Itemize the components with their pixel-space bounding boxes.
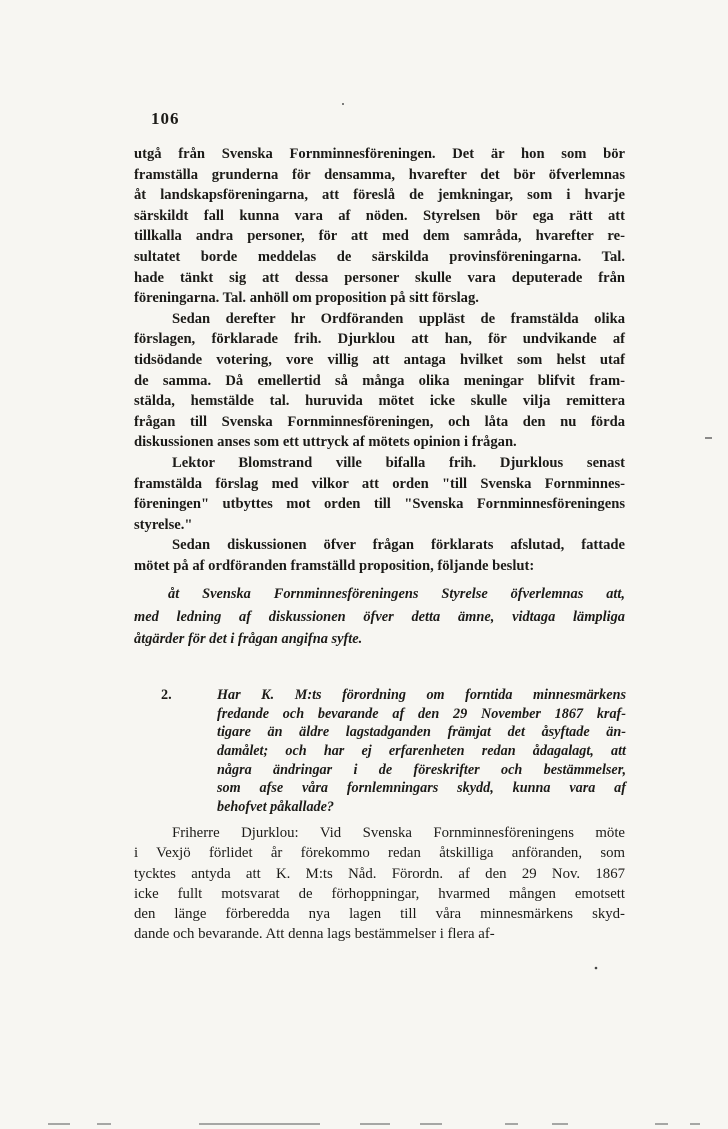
- text-line: tidsödande votering, vore villig att antaga hvilket som helst utaf: [134, 351, 625, 368]
- text-line: åt landskapsföreningarna, att föreslå de jemkningar, som i hvarje: [134, 187, 625, 204]
- text-line: Friherre Djurklou: Vid Svenska Fornminnesföreningens möte: [172, 825, 625, 841]
- paragraph-1: [134, 144, 625, 309]
- speck-mark: [595, 967, 598, 970]
- text-line: fredande och bevarande af den 29 November 1867 kraf-: [217, 705, 626, 722]
- text-line: styrelse.": [134, 516, 193, 533]
- body-text: [134, 144, 625, 576]
- text-line: åt Svenska Fornminnesföreningens Styrelse öfverlemnas att,: [168, 586, 625, 602]
- text-line: damålet; och har ej erfarenheten redan ådagalagt, att: [217, 743, 626, 760]
- text-line: framställa grunderna för densamma, hvarefter det bör öfverlemnas: [134, 166, 625, 183]
- text-line: utgå från Svenska Fornminnesföreningen. Det är hon som bör: [134, 146, 625, 162]
- paragraph-3: [134, 453, 625, 535]
- text-line: Lektor Blomstrand ville bifalla frih. Djurklous senast: [172, 454, 625, 471]
- text-line: tillkalla andra personer, för att med dem samråda, hvarefter re-: [134, 228, 625, 245]
- text-line: icke fullt motsvarat de förhoppningar, hvarmed mången emotsett: [134, 885, 625, 902]
- text-line: den länge förberedda nya lagen till våra minnesmärkens skyd-: [134, 906, 625, 923]
- text-line: framstälda förslag med vilkor att orden "till Svenska Fornminnes-: [134, 475, 625, 492]
- text-line: några ändringar i de föreskrifter och bestämmelser,: [217, 761, 626, 778]
- text-line: hade tänkt sig att dessa personer skulle vara deputerade från: [134, 269, 625, 286]
- paragraph-2: [134, 309, 625, 453]
- text-line: dande och bevarande. Att denna lags bestämmelser i flera af-: [134, 926, 495, 943]
- speck-mark: [342, 103, 344, 105]
- text-line: som afse våra fornlemningars skydd, kunna vara af: [217, 780, 626, 797]
- text-line: förslagen, förklarade frih. Djurklou att han, för undvikande af: [134, 331, 625, 348]
- page-number: 106: [151, 109, 180, 128]
- text-line: tycktes antyda att K. M:ts Nåd. Förordn. af den 29 Nov. 1867: [134, 865, 625, 882]
- question-text: [217, 686, 626, 817]
- paragraph-5: [134, 823, 625, 945]
- text-line: diskussionen anses som ett uttryck af mötets opinion i frågan.: [134, 434, 517, 451]
- text-line: de samma. Då emellertid så många olika meningar blifvit fram-: [134, 372, 625, 389]
- text-line: åtgärder för det i frågan angifna syfte.: [134, 631, 363, 647]
- text-line: Sedan diskussionen öfver frågan förklarats afslutad, fattade: [172, 537, 625, 554]
- text-line: behofvet påkallade?: [217, 799, 335, 816]
- paragraph-4: [134, 535, 625, 576]
- text-line: Sedan derefter hr Ordföranden uppläst de framstälda olika: [172, 310, 625, 327]
- question-number: 2.: [161, 687, 172, 703]
- text-line: frågan till Svenska Fornminnesföreningen, och låta den nu förda: [134, 413, 625, 430]
- text-line: föreningarna. Tal. anhöll om proposition på sitt förslag.: [134, 290, 479, 307]
- resolution-text: [134, 583, 625, 651]
- text-line: i Vexjö förlidet år förekommo redan åtskilliga anföranden, som: [134, 845, 625, 862]
- text-line: tigare än äldre lagstadganden främjat det åsyftade än-: [217, 724, 626, 741]
- text-line: särskildt fall kunna vara af nöden. Styrelsen bör ega rätt att: [134, 207, 625, 224]
- text-line: Har K. M:ts förordning om forntida minnesmärkens: [217, 687, 626, 703]
- text-line: stälda, hemstälde tal. huruvida mötet icke skulle vilja remittera: [134, 393, 625, 410]
- text-line: mötet på af ordföranden framställd proposition, följande beslut:: [134, 557, 535, 574]
- text-line: med ledning af diskussionen öfver detta ämne, vidtaga lämpliga: [134, 608, 625, 625]
- text-line: föreningen" utbyttes mot orden till "Svenska Fornminnesföreningens: [134, 496, 625, 513]
- text-line: sultatet borde meddelas de särskilda provinsföreningarna. Tal.: [134, 248, 625, 265]
